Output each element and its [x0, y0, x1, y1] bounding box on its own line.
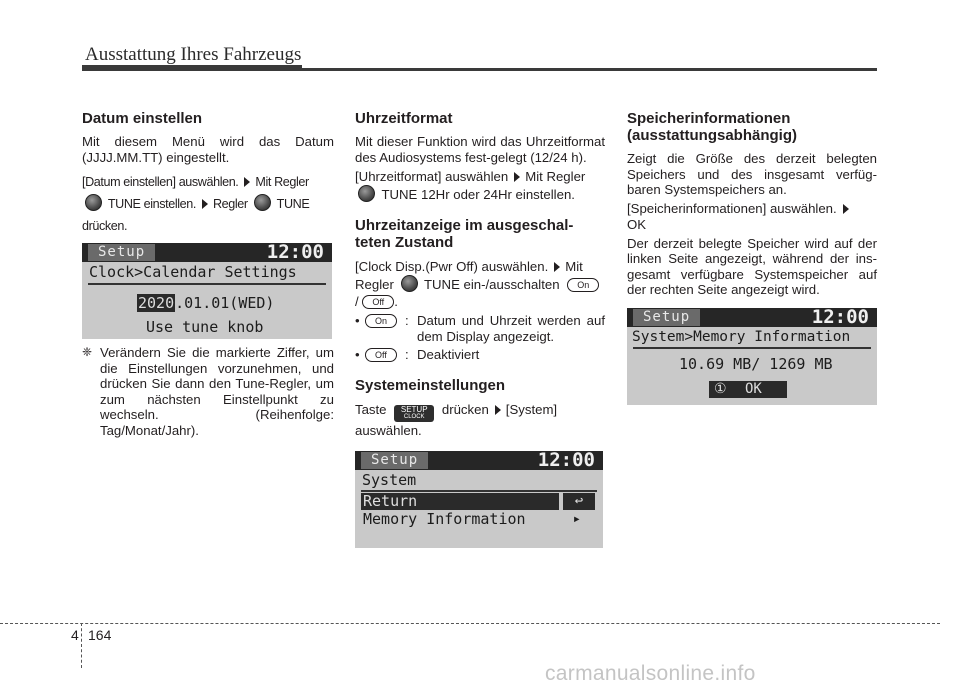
column-memory [627, 110, 877, 405]
memory-information-screen [627, 308, 877, 405]
memory-explain: Der derzeit belegte Speicher wird auf der linken Seite angezeigt, während der ins-gesamt verfügbare Systemspeicher auf der rechten Seite angezeigt wird. [627, 235, 877, 297]
date-intro: Mit diesem Menü wird das Datum (JJJJ.MM.TT) eingestellt. [82, 134, 334, 165]
menu-item-return-label: Return [363, 491, 418, 510]
arrow-right-icon [495, 405, 501, 415]
screen-setup-tab: Setup [361, 452, 428, 469]
instr-text-1: [Datum einstellen] auswählen. [82, 175, 239, 189]
period: . [394, 294, 398, 309]
screen-setup-tab: Setup [633, 309, 700, 326]
chevron-right-icon: ▸ [572, 510, 581, 527]
on-toggle-badge: On [567, 278, 599, 292]
screen-divider [88, 283, 326, 285]
numbered-circle-icon: ① [714, 380, 727, 397]
page-header-title: Ausstattung Ihres Fahrzeugs [85, 44, 302, 65]
instr-text: drücken [441, 401, 489, 417]
instr-text: Mit Regler [355, 259, 583, 292]
screen-setup-tab: Setup [88, 244, 155, 261]
off-toggle-badge: Off [362, 295, 394, 309]
instr-text: [System] auswählen. [355, 401, 558, 438]
instr-text: [Speicherinformationen] auswählen. [627, 200, 837, 216]
memory-usage-value: 10.69 MB/ 1269 MB [679, 354, 833, 373]
arrow-right-icon [202, 199, 208, 209]
arrow-right-icon [244, 177, 250, 187]
return-icon[interactable]: ↩ [563, 493, 595, 510]
instr-text: [Clock Disp.(Pwr Off) auswählen. [355, 259, 549, 274]
page-number: 164 [88, 627, 112, 643]
arrow-right-icon [514, 172, 520, 182]
section-heading-time-format: Uhrzeitformat [355, 110, 453, 127]
on-toggle-badge: On [365, 314, 397, 328]
ok-button[interactable] [709, 381, 787, 398]
instr-text-3: TUNE einstellen. [107, 197, 196, 211]
tune-knob-icon [358, 185, 375, 202]
section-heading-clock-display: Uhrzeitanzeige im ausgeschal-teten Zustand [355, 217, 574, 251]
bullet-off [355, 347, 605, 363]
screen-clock: 12:00 [266, 243, 324, 263]
screen-clock: 12:00 [537, 450, 595, 471]
time-format-desc: Mit dieser Funktion wird das Uhrzeitformat des Audiosystems fest-gelegt (12/24 h). [355, 134, 605, 165]
screen-divider [633, 347, 871, 349]
time-format-instr [355, 168, 605, 203]
slash: / [355, 294, 359, 309]
clock-display-instr [355, 258, 605, 310]
bullet: • [355, 347, 360, 362]
bullet-text: Datum und Uhrzeit werden auf dem Display angezeigt. [417, 313, 605, 344]
header-rule-tab [82, 65, 302, 71]
clock-btn-label: CLOCK [403, 413, 425, 420]
note-symbol: ❈ [82, 345, 93, 359]
menu-item-memory-information[interactable]: Memory Information [363, 509, 526, 528]
arrow-right-icon [554, 262, 560, 272]
screen-date-row [137, 295, 274, 312]
chapter-number: 4 [71, 627, 79, 643]
screen-clock: 12:00 [811, 307, 869, 328]
setup-btn-label: SETUP [400, 404, 428, 414]
ok-button-label: OK [745, 380, 762, 397]
setup-clock-button-icon [394, 405, 434, 422]
memory-desc: Zeigt die Größe des derzeit belegten Speichers und des insgesamt verfüg-baren Systemspeichers an. [627, 151, 877, 197]
tune-knob-icon [401, 275, 418, 292]
column-time [355, 110, 605, 548]
instr-text: TUNE 12Hr oder 24Hr einstellen. [381, 187, 575, 202]
column-date [82, 110, 334, 438]
instr-text-4: Regler [212, 197, 248, 211]
date-note [82, 345, 334, 438]
screen-title: System>Memory Information [632, 328, 851, 345]
instr-text: Mit Regler [525, 169, 586, 184]
date-instructions [82, 171, 334, 237]
screen-title: Clock>Calendar Settings [89, 263, 297, 281]
section-heading-system: Systemeinstellungen [355, 376, 506, 394]
memory-instr [627, 201, 877, 233]
colon: : [405, 347, 409, 362]
arrow-right-icon [843, 204, 849, 214]
section-heading-memory: Speicherinformationen (ausstattungsabhängig) [627, 110, 798, 144]
footer-rule [0, 623, 940, 624]
instr-text-2: Mit Regler [255, 175, 309, 189]
off-toggle-badge: Off [365, 348, 397, 362]
bullet-text: Deaktiviert [417, 347, 480, 362]
system-instr [355, 401, 605, 439]
instr-text: [Uhrzeitformat] auswählen [355, 169, 509, 184]
instr-text-5: TUNE drücken. [82, 197, 310, 233]
instr-text: TUNE ein-/ausschalten [423, 277, 560, 292]
colon: : [405, 313, 409, 328]
section-heading-date: Datum einstellen [82, 110, 203, 127]
tune-knob-icon [254, 194, 271, 211]
instr-text: OK [627, 216, 647, 232]
system-menu-screen [355, 451, 603, 548]
bullet: • [355, 313, 360, 328]
note-text: Verändern Sie die markierte Ziffer, um die Einstellungen vorzunehmen, und drücken Sie dann den Tune-Regler, um zum nächsten Einstellpunkt zu wechseln. (Reihenfolge: Tag/Monat/Jahr). [100, 345, 334, 438]
tune-knob-icon [85, 194, 102, 211]
date-rest: .01.01(WED) [175, 294, 275, 312]
date-year-highlight: 2020 [138, 294, 175, 312]
screen-title: System [362, 470, 417, 489]
instr-text: Taste [355, 401, 387, 417]
bullet-on [355, 313, 605, 344]
watermark-text: carmanualsonline.info [545, 662, 756, 685]
screen-hint: Use tune knob [146, 318, 264, 336]
calendar-settings-screen [82, 243, 332, 339]
footer-separator [81, 623, 82, 668]
